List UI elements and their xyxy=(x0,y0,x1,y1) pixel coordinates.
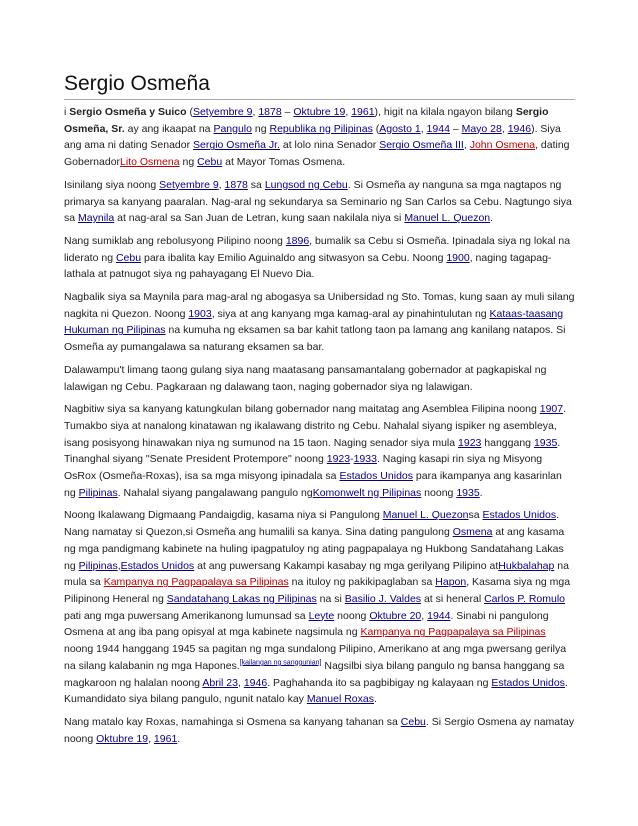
text: pati ang mga puwersang Amerikanong lumunsad sa xyxy=(64,609,309,622)
text: ng xyxy=(179,156,198,169)
link-hapon[interactable]: Hapon xyxy=(435,576,467,589)
link-date[interactable]: Setyembre 9 xyxy=(159,178,219,191)
text: , xyxy=(420,122,427,135)
link-date[interactable]: Oktubre 19 xyxy=(96,732,149,745)
text: . Nahalal siyang pangalawang pangulo ng xyxy=(117,486,313,499)
text: , naging tagapag-lathala at patnugot siya ng pahayagang El Nuevo Dia. xyxy=(64,251,552,281)
text: . Paghahanda ito sa pagbibigay ng kalayaan ng xyxy=(267,676,492,689)
text: Nagsilbi siya bilang pangulo ng bansa hanggang sa magkaroon ng halalan noong xyxy=(64,659,565,689)
text: ng xyxy=(251,122,270,135)
bold-name: Sergio Osmeña y Suico xyxy=(69,106,187,118)
link-lungsod-cebu[interactable]: Lungsod ng Cebu xyxy=(264,178,348,191)
link-quezon[interactable]: Manuel L. Quezon xyxy=(404,212,491,225)
link-year[interactable]: 1907 xyxy=(539,403,564,416)
text: – xyxy=(281,106,294,118)
text: - xyxy=(350,453,354,466)
text: . xyxy=(177,732,181,745)
text: Dalawampu't limang taong gulang siya nang maatasang pansamantalang gobernador at pagkapiskal ng lalawigan ng Cebu. Pagkaraan ng dalawang taon, naging gobernador siya ng lalawigan. xyxy=(64,363,547,393)
text: na kumuha ng eksamen sa bar kahit tatlong taon pa lamang ang kanilang natapos. Si Osmeña ay pumangalawa sa naturang eksamen sa bar. xyxy=(64,324,566,354)
link-osmena-iii[interactable]: Sergio Osmeña III xyxy=(379,139,464,152)
link-date[interactable]: Abril 23 xyxy=(202,676,238,689)
text: , bumalik sa Cebu si Osmeña. Ipinadala siya ng lokal na liderato ng xyxy=(64,234,571,264)
link-year[interactable]: 1878 xyxy=(224,178,248,191)
text: at lolo nina Senador xyxy=(279,139,380,152)
link-osmena-jr[interactable]: Sergio Osmeña Jr. xyxy=(193,139,280,152)
bold-name: Sergio Osmeña, Sr. xyxy=(64,106,549,135)
text: Nang matalo kay Roxas, namahinga si Osmena sa kanyang tahanan sa xyxy=(64,715,401,728)
link-year[interactable]: 1944 xyxy=(426,122,450,135)
text: Isinilang siya noong xyxy=(64,178,160,191)
text: Nagbalik siya sa Maynila para mag-aral ng abogasya sa Unibersidad ng Sto. Tomas, kung saan ay muli silang nagkita ni Quezon. Noong xyxy=(64,291,575,320)
text: at ang puwersang Kakampi kasabay ng mga gerilyang Pilipino at xyxy=(194,559,499,572)
link-year[interactable]: 1878 xyxy=(258,106,282,118)
link-year[interactable]: 1946 xyxy=(507,122,532,135)
text: . Tinanghal siyang "Senate President Protempore" noong xyxy=(64,436,561,466)
text: , xyxy=(252,106,259,118)
link-kampanya-pagpapalaya[interactable]: Kampanya ng Pagpapalaya sa Pilipinas xyxy=(103,576,289,589)
link-date[interactable]: Setyembre 9 xyxy=(192,106,253,118)
text: , Kasama siya ng mga Pilipinong Heneral ng xyxy=(64,576,571,605)
text: . xyxy=(490,212,494,225)
text: sa xyxy=(468,509,483,522)
text: sa xyxy=(247,178,265,191)
paragraph-world-war xyxy=(64,507,575,707)
link-cebu[interactable]: Cebu xyxy=(400,715,426,728)
text: , xyxy=(421,609,428,622)
link-osmena[interactable]: Osmena xyxy=(452,526,493,539)
paragraph-intro xyxy=(64,104,575,171)
title-divider xyxy=(64,99,575,100)
link-date[interactable]: Oktubre 20 xyxy=(369,609,422,622)
link-year[interactable]: 1923 xyxy=(458,436,482,449)
paragraph-governor xyxy=(64,362,575,395)
paragraph-revolution xyxy=(64,233,575,283)
text: . Si Sergio Osmena ay namatay noong xyxy=(64,715,575,745)
link-pangulo[interactable]: Pangulo xyxy=(213,122,252,135)
paragraph-law-school xyxy=(64,289,575,356)
link-pilipinas[interactable]: Pilipinas xyxy=(78,559,118,572)
text: para ibalita kay Emilio Aguinaldo ang sitwasyon sa Cebu. Noong xyxy=(141,251,447,264)
text: na ituloy ng pakikipaglaban sa xyxy=(288,576,436,589)
link-estados-unidos[interactable]: Estados Unidos xyxy=(482,509,557,522)
link-year[interactable]: 1961 xyxy=(153,732,178,745)
link-manuel-roxas[interactable]: Manuel Roxas xyxy=(306,693,374,706)
text: . Sinabi ni pangulong Osmena at ang iba pang opisyal at mga kabinete nagsimula ng xyxy=(64,609,549,639)
text: . xyxy=(479,486,483,499)
text: . Nang namatay si Quezon,si Osmeña ang humalili sa kanya. Sina dating pangulong xyxy=(64,509,560,539)
text: hanggang xyxy=(481,436,534,449)
text: i xyxy=(64,106,70,118)
text: Nagbitiw siya sa kanyang katungkulan bilang gobernador nang maitatag ang Asemblea Filipina noong xyxy=(64,403,540,416)
link-year[interactable]: 1903 xyxy=(188,307,212,320)
text: , xyxy=(463,139,470,152)
link-year[interactable]: 1923 xyxy=(326,453,351,466)
text: , xyxy=(501,122,508,135)
text: Nang sumiklab ang rebolusyong Pilipino noong xyxy=(64,234,286,247)
article xyxy=(64,72,575,753)
text: at ang kasama ng mga pandigmang kabinete na huling ipagpatuloy ng ating pagpapalaya ng Hukbong Sandatahang Lakas ng xyxy=(64,526,565,572)
text: at si heneral xyxy=(421,592,485,605)
text: noong 1944 hanggang 1945 sa pagitan ng mga sundalong Pilipino, Amerikano at ang mga pwersang gerilya na silang kalabanin ng mga Hapones. xyxy=(64,643,567,672)
link-year[interactable]: 1900 xyxy=(446,251,470,264)
link-leyte[interactable]: Leyte xyxy=(308,609,335,622)
text: at Mayor Tomas Osmena. xyxy=(222,156,346,169)
text: , xyxy=(148,732,154,745)
link-kataas-taasang-hukuman[interactable]: Kataas-taasang Hukuman ng Pilipinas xyxy=(64,307,564,337)
text: para ikampanya ang kasarinlan ng xyxy=(64,470,562,499)
link-date[interactable]: Mayo 28 xyxy=(461,122,502,135)
text: , xyxy=(345,106,352,118)
text: noong xyxy=(421,486,457,499)
text: ( xyxy=(372,122,380,135)
link-quezon[interactable]: Manuel L. Quezon xyxy=(382,509,469,522)
link-maynila[interactable]: Maynila xyxy=(78,212,115,225)
link-date[interactable]: Oktubre 19 xyxy=(293,106,346,118)
link-kampanya-pagpapalaya[interactable]: Kampanya ng Pagpapalaya sa Pilipinas xyxy=(360,626,546,639)
text: na mula sa xyxy=(64,559,569,589)
text: at nag-aral sa San Juan de Letran, kung saan nakilala niya si xyxy=(114,212,405,225)
link-year[interactable]: 1935 xyxy=(533,436,558,449)
text: ). Siya ang ama ni dating Senador xyxy=(64,122,561,152)
citation-needed-link[interactable]: [kailangan ng sanggunian] xyxy=(239,659,322,667)
text: , dating Gobernador xyxy=(64,139,570,169)
text: . Naging kasapi rin siya ng Misyong OsRox (Osmeña-Roxas), isa sa mga misyong ipinadala sa xyxy=(64,453,543,483)
link-date[interactable]: Agosto 1 xyxy=(379,122,421,135)
link-republika[interactable]: Republika ng Pilipinas xyxy=(269,122,373,135)
link-cebu[interactable]: Cebu xyxy=(197,156,223,169)
text: , xyxy=(218,178,225,191)
link-year[interactable]: 1896 xyxy=(285,234,310,247)
link-year[interactable]: 1946 xyxy=(243,676,268,689)
link-basilio-valdes[interactable]: Basilio J. Valdes xyxy=(344,592,422,605)
link-estados-unidos[interactable]: Estados Unidos xyxy=(339,470,413,483)
link-pilipinas[interactable]: Pilipinas xyxy=(78,486,118,499)
text: ay ang ikaapat na xyxy=(124,122,214,135)
link-year[interactable]: 1961 xyxy=(351,106,375,118)
page-title: Sergio Osmeña xyxy=(64,72,210,95)
text: ), higit na kilala ngayon bilang xyxy=(374,106,516,118)
text: Noong Ikalawang Digmaang Pandaigdig, kasama niya si Pangulong xyxy=(64,509,383,522)
link-estados-unidos[interactable]: Estados Unidos xyxy=(120,559,195,572)
text: , xyxy=(117,559,121,572)
text: . Kumandidato siya bilang pangulo, ngunit natalo kay xyxy=(64,676,568,706)
link-sandatahang-lakas[interactable]: Sandatahang Lakas ng Pilipinas xyxy=(166,592,317,605)
link-year[interactable]: 1933 xyxy=(353,453,377,466)
link-lito-osmena[interactable]: Lito Osmena xyxy=(120,156,180,169)
text: . Si Osmeña ay nanguna sa mga nagtapos ng primarya sa kanyang paaralan. Nag-aral ng sekundarya sa Seminario ng San Carlos sa Cebu. Nagtungo siya sa xyxy=(64,178,572,225)
link-year[interactable]: 1935 xyxy=(456,486,480,499)
paragraph-assembly xyxy=(64,401,575,501)
text: , xyxy=(237,676,244,689)
link-john-osmena[interactable]: John Osmena xyxy=(469,139,536,152)
link-year[interactable]: 1944 xyxy=(427,609,451,622)
text: . Tumakbo siya at nanalong kinatawan ng ikalawang distrito ng Cebu. Nahalal siyang ispiker ng asembleya, isang posisyong hinawakan niya ng sumunod na 15 taon. Naging senador siya mula xyxy=(64,403,567,449)
text: , siya at ang kanyang mga kamag-aral ay pinahintulutan ng xyxy=(211,307,490,320)
text: ( xyxy=(186,106,193,118)
link-cebu[interactable]: Cebu xyxy=(115,251,142,264)
text: – xyxy=(449,122,462,135)
link-estados-unidos[interactable]: Estados Unidos xyxy=(491,676,565,689)
text: . xyxy=(373,693,377,706)
link-carlos-romulo[interactable]: Carlos P. Romulo xyxy=(484,592,566,605)
link-hukbalahap[interactable]: Hukbalahap xyxy=(498,559,555,572)
paragraph-death xyxy=(64,714,575,747)
link-komonwelt[interactable]: Komonwelt ng Pilipinas xyxy=(312,486,422,499)
text: na si xyxy=(316,592,345,605)
paragraph-early-life xyxy=(64,177,575,227)
citation-needed xyxy=(240,659,322,666)
text: noong xyxy=(334,609,370,622)
